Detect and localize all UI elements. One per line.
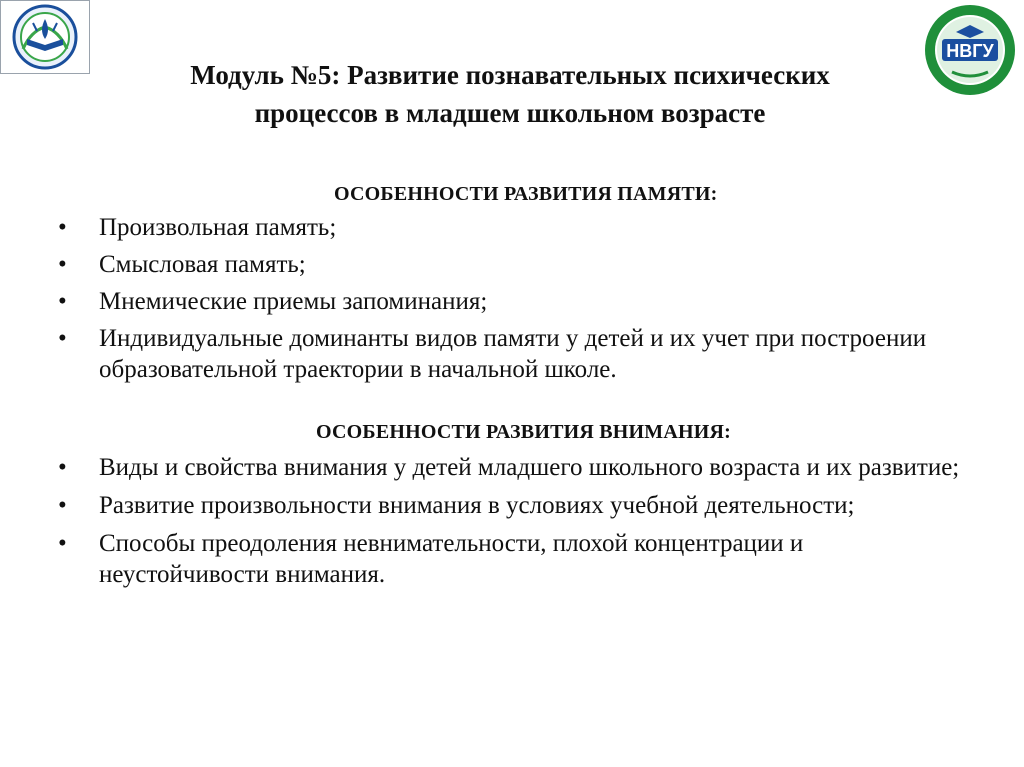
list-item-text: Индивидуальные доминанты видов памяти у детей и их учет при построении образовательной траектории в начальной школе.: [99, 325, 927, 383]
list-item-text: Способы преодоления невнимательности, плохой концентрации и неустойчивости внимания.: [99, 530, 804, 588]
list-item: [58, 249, 968, 280]
left-logo: [0, 0, 90, 74]
university-seal-icon: [922, 2, 1018, 98]
attention-section-heading: ОСОБЕННОСТИ РАЗВИТИЯ ВНИМАНИЯ:: [316, 421, 732, 443]
bullet: •: [58, 454, 67, 481]
bullet: •: [58, 492, 67, 519]
list-item-text: Развитие произвольности внимания в условиях учебной деятельности;: [99, 492, 855, 519]
bullet: •: [58, 530, 67, 557]
list-item-text: Мнемические приемы запоминания;: [99, 288, 488, 315]
list-item-text: Произвольная память;: [99, 214, 337, 241]
attention-list: [58, 452, 968, 597]
list-item-text: Виды и свойства внимания у детей младшего школьного возраста и их развитие;: [99, 454, 960, 481]
list-item: [58, 286, 968, 317]
title-line-2: процессов в младшем школьном возрасте: [254, 98, 766, 128]
bullet: •: [58, 288, 67, 315]
slide-title: [90, 56, 930, 132]
list-item: [58, 452, 968, 483]
title-line-1: Модуль №5: Развитие познавательных психических: [190, 60, 830, 90]
book-wreath-emblem-icon: [1, 1, 89, 73]
bullet: •: [58, 214, 67, 241]
right-logo: [922, 2, 1018, 98]
list-item: [58, 323, 968, 385]
seal-text: НВГУ: [946, 41, 994, 61]
bullet: •: [58, 251, 67, 278]
memory-list: [58, 212, 968, 391]
list-item-text: Смысловая память;: [99, 251, 306, 278]
list-item: [58, 528, 968, 590]
memory-section-heading: ОСОБЕННОСТИ РАЗВИТИЯ ПАМЯТИ:: [334, 183, 718, 205]
list-item: [58, 212, 968, 243]
bullet: •: [58, 325, 67, 352]
list-item: [58, 490, 968, 521]
